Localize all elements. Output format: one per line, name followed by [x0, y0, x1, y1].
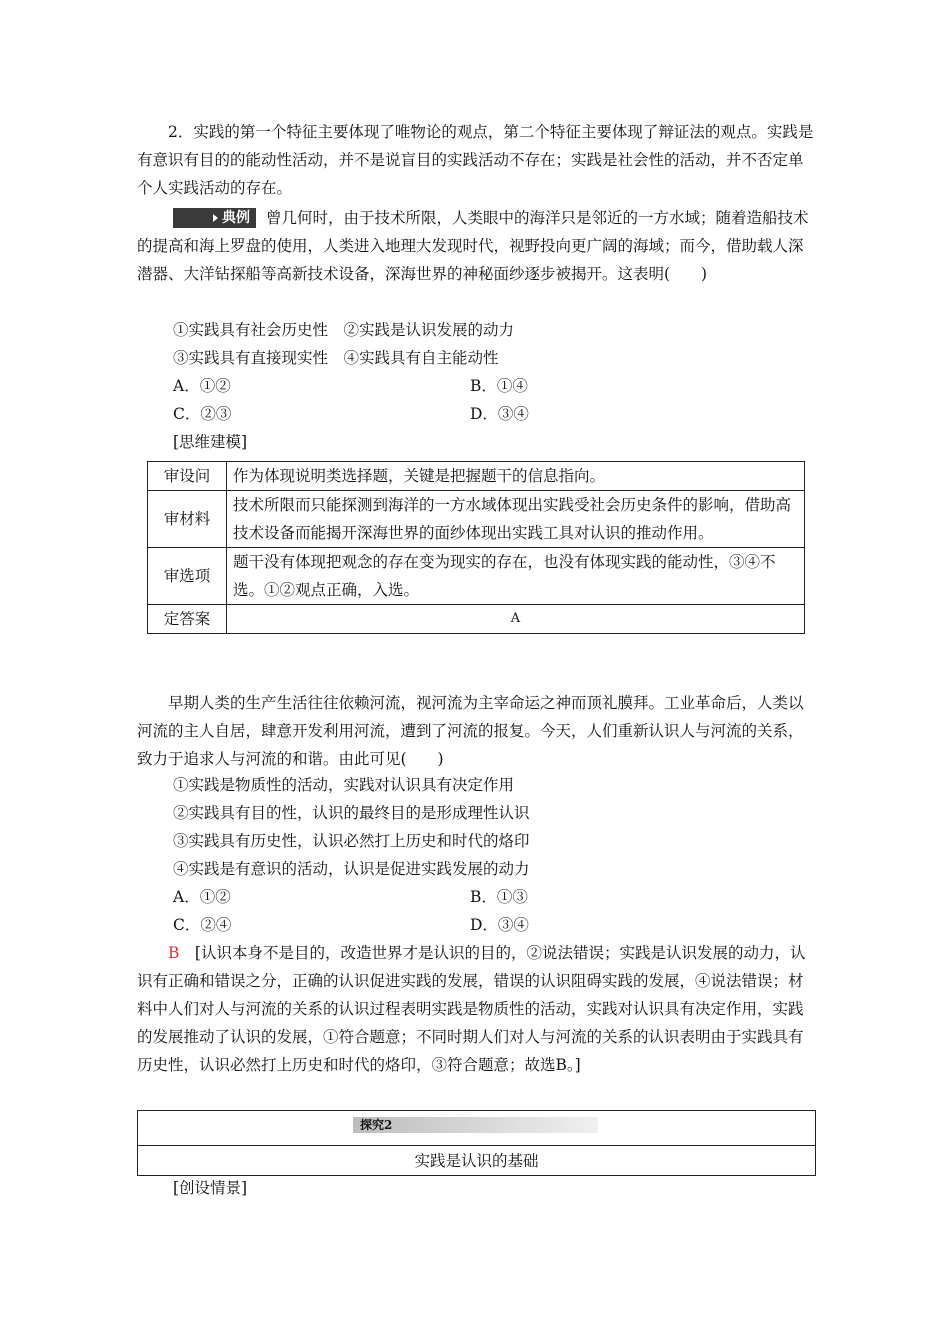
practice-option-c: C．②④ — [173, 916, 232, 934]
example-stem: 曾几何时，由于技术所限，人类眼中的海洋只是邻近的一方水域；随着造船技术的提高和海上罗盘的使用，人类进入地理大发现时代，视野投向更广阔的海域；而今，借助载人深潜器、大洋钻探船等高新技术设备，深海世界的神秘面纱逐步被揭开。这表明( ) — [137, 209, 809, 283]
table-row — [148, 462, 805, 491]
thinking-model-table — [147, 461, 805, 634]
triangle-icon — [213, 214, 218, 222]
practice-option-a: A．①② — [173, 888, 231, 906]
practice-stem: 早期人类的生产生活往往依赖河流，视河流为主宰命运之神而顶礼膜拜。工业革命后，人类以河流的主人自居，肆意开发利用河流，遭到了河流的报复。今天，人们重新认识人与河流的关系，致力于追求人与河流的和谐。由此可见( ) — [137, 694, 804, 768]
example-paragraph — [137, 204, 817, 288]
table-row — [148, 548, 805, 605]
practice-option-b: B．①③ — [470, 888, 528, 906]
practice-option-d: D．③④ — [470, 916, 529, 934]
table-row — [148, 605, 805, 634]
example-badge: 典例 — [173, 208, 256, 228]
explore-title: 实践是认识的基础 — [414, 1152, 539, 1170]
row-label: 审设问 — [148, 462, 227, 491]
row-content: 技术所限而只能探测到海洋的一方水域体现出实践受社会历史条件的影响，借助高技术设备而能揭开深海世界的面纱体现出实践工具对认识的推动作用。 — [227, 491, 805, 548]
row-label: 定答案 — [148, 605, 227, 634]
explore-box — [137, 1110, 816, 1176]
explore-tag: 探究2 — [360, 1118, 393, 1132]
example-option-a: A．①② — [173, 377, 231, 395]
practice-statement-2: ②实践具有目的性，认识的最终目的是形成理性认识 — [173, 804, 530, 822]
example-statement-2: ③实践具有直接现实性 ④实践具有自主能动性 — [173, 349, 499, 367]
answer-letter: B — [168, 944, 180, 962]
example-statement-1: ①实践具有社会历史性 ②实践是认识发展的动力 — [173, 321, 515, 339]
row-label: 审选项 — [148, 548, 227, 605]
row-content: A — [227, 605, 805, 634]
table-row — [148, 491, 805, 548]
divider — [138, 1145, 815, 1146]
intro-paragraph: 2．实践的第一个特征主要体现了唯物论的观点，第二个特征主要体现了辩证法的观点。实践是有意识有目的的能动性活动，并不是说盲目的实践活动不存在；实践是社会性的活动，并不否定单个人实践活动的存在。 — [137, 123, 814, 197]
example-option-d: D．③④ — [470, 405, 529, 423]
scenario-heading: [创设情景] — [173, 1179, 248, 1197]
answer-paragraph — [137, 939, 817, 1079]
row-label: 审材料 — [148, 491, 227, 548]
practice-statement-1: ①实践是物质性的活动，实践对认识具有决定作用 — [173, 776, 515, 794]
practice-statement-3: ③实践具有历史性，认识必然打上历史和时代的烙印 — [173, 832, 530, 850]
example-option-c: C．②③ — [173, 405, 232, 423]
row-content: 作为体现说明类选择题，关键是把握题干的信息指向。 — [227, 462, 805, 491]
answer-explanation: [认识本身不是目的，改造世界才是认识的目的，②说法错误；实践是认识发展的动力，认识有正确和错误之分，正确的认识促进实践的发展，错误的认识阻碍实践的发展，④说法错误；材料中人们对人与河流的关系的认识过程表明实践是物质性的活动，实践对认识具有决定作用，实践的发展推动了认识的发展，①符合题意；不同时期人们对人与河流的关系的认识表明由于实践具有历史性，认识必然打上历史和时代的烙印，③符合题意；故选B。] — [137, 944, 806, 1074]
row-content: 题干没有体现把观念的存在变为现实的存在，也没有体现实践的能动性，③④不选。①②观点正确，入选。 — [227, 548, 805, 605]
practice-statement-4: ④实践是有意识的活动，认识是促进实践发展的动力 — [173, 860, 530, 878]
example-option-b: B．①④ — [470, 377, 528, 395]
model-heading: [思维建模] — [173, 433, 248, 451]
